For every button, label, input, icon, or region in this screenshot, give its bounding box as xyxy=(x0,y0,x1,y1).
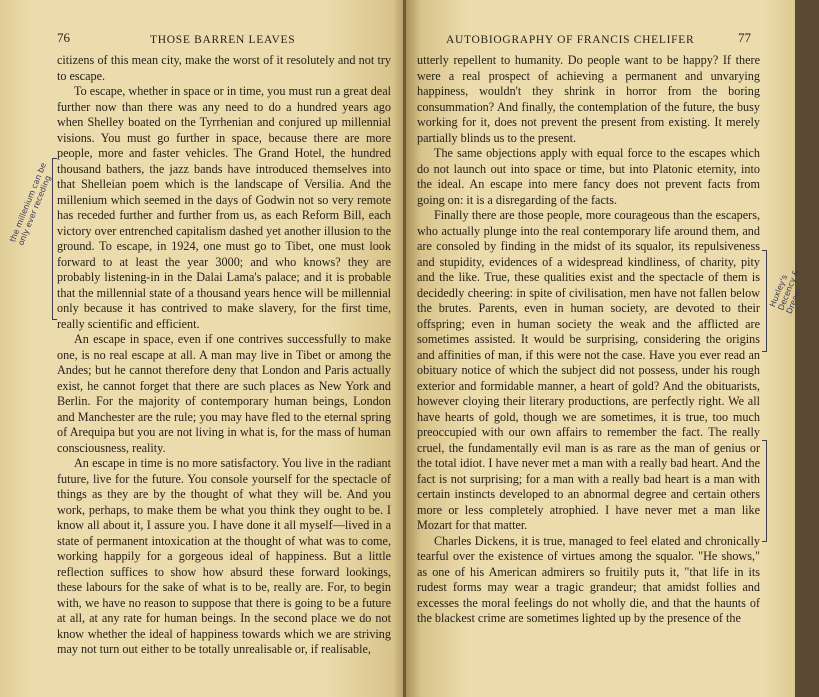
left-paragraph-1: citizens of this mean city, make the worst of it resolutely and not try to escape. xyxy=(57,53,391,83)
left-paragraph-3: An escape in space, even if one contrives successfully to make one, is no real escape at all. A man may live in Tibet or among the Andes; but he cannot therefore deny that London and Paris actually exist, he cannot forget that there are such places as New York and Berlin. For the majority of contemporary human beings, London and Manchester are the rule; you may have fled to the eternal spring of Arequipa but you are not living in what is, for the mass of human consciousness, reality. xyxy=(57,332,391,455)
left-paragraph-2: To escape, whether in space or in time, you must run a great deal further now than there was any need to do a hundred years ago when Shelley boated on the Tyrrhenian and conjured up millennial visions. You must go further in space, because there are more people, more and faster vehicles. The Grand Hotel, the hundred thousand bathers, the jazz bands have introduced themselves into that Shelleian poem which is the landscape of Versilia. And the millenium which seemed in the days of Godwin not so very remote has receded further and further from us, as each Reform Bill, each victory over entrenched capitalism dashed yet another illusion to the ground. To escape, in 1924, one must go to Tibet, one must look forward to at least the year 3000; and who knows? they are probably listening-in in the Dalai Lama's palace; and it is probable that the millennial state of a thousand years hence will be millennial only because it has contrived to make slavery, for the first time, really scientific and efficient. xyxy=(57,84,391,331)
right-margin-bracket-1 xyxy=(762,250,767,352)
right-running-head: AUTOBIOGRAPHY OF FRANCIS CHELIFER xyxy=(446,34,695,46)
right-paragraph-1: utterly repellent to humanity. Do people want to be happy? If there were a real prospect of achieving a permanent and unvarying happiness, wouldn't they shrink in horror from the boring consummation? And finally, the contemplation of the future, the busy working for it, does not prevent the present from existing. It merely partially blinds us to the present. xyxy=(417,53,760,145)
right-paragraph-2: The same objections apply with equal force to the escapes which do not launch out into space or time, but into Platonic eternity, into the ideal. An escape into mere fancy does not prevent facts from going on: it is a disregarding of the facts. xyxy=(417,146,760,207)
left-page-number: 76 xyxy=(57,30,70,45)
right-margin-note: Huxley's Decency & Dream xyxy=(768,268,804,316)
right-page-number: 77 xyxy=(738,30,751,45)
right-page xyxy=(406,0,804,697)
right-page-body xyxy=(417,53,760,627)
left-margin-bracket xyxy=(52,158,57,320)
right-paragraph-3: Finally there are those people, more courageous than the escapers, who actually plunge into the real contemporary life around them, and are consoled by finding in the midst of its squalor, its repulsiveness and stupidity, evidences of a widespread kindliness, of charity, pity and the like. True, these qualities exist and the spectacle of them is decidedly cheering: in spite of civilisation, men have not fallen below the brutes. Parents, even in human society, are devoted to their offspring; even in human society the weak and the afflicted are sometimes assisted. It would be surprising, considering the origins and affinities of man, if this were not the case. Have you ever read an obituary notice of which the subject did not possess, under his rough exterior and formidable manner, a heart of gold? And the obituarists, however cloying their literary productions, are perfectly right. We all have hearts of gold, though we are sometimes, it is true, too much preoccupied with our own affairs to remember the fact. The really cruel, the fundamentally evil man is as rare as the man of genius or the total idiot. I have never met a man with a really bad heart. And the fact is not surprising; for a man with a really bad heart is a man with certain instincts developed to an abnormal degree and certain others more or less completely atrophied. I have never met a man like Mozart for that matter. xyxy=(417,208,760,532)
left-paragraph-4: An escape in time is no more satisfactory. You live in the radiant future, live for the future. You console yourself for the spectacle of things as they are by the thought of what they will be. And you work, perhaps, to make them be what you think they ought to be. I know all about it, I assure you. I have done it all myself—lived in a state of permanent intoxication at the thought of what was to come, working happily for a gorgeous ideal of happiness. But a little reflection suffices to show how absurd these forward lookings, these labours for the sake of what is to be, really are. For, to begin with, we have no reason to suppose that there is going to be a future at all, at any rate for human beings. In the second place we do not know whether the ideal of happiness towards which we are striving may not turn out either to be totally unrealisable or, if realisable, xyxy=(57,456,391,656)
right-margin-bracket-2 xyxy=(762,440,767,542)
left-page-body xyxy=(57,53,391,658)
left-margin-note: the millenium can be only ever receding xyxy=(8,161,53,247)
right-paragraph-4: Charles Dickens, it is true, managed to feel elated and chronically tearful over the existence of virtues among the squalor. "He shows," as one of his American admirers so fruitily puts it, "that life in its rudest forms may wear a tragic grandeur; that amidst follies and excesses the moral feelings do not wholly die, and that the haunts of the blackest crime are sometimes lighted up by the presence of the xyxy=(417,533,760,625)
left-page xyxy=(0,0,405,697)
left-running-head: THOSE BARREN LEAVES xyxy=(150,34,296,46)
